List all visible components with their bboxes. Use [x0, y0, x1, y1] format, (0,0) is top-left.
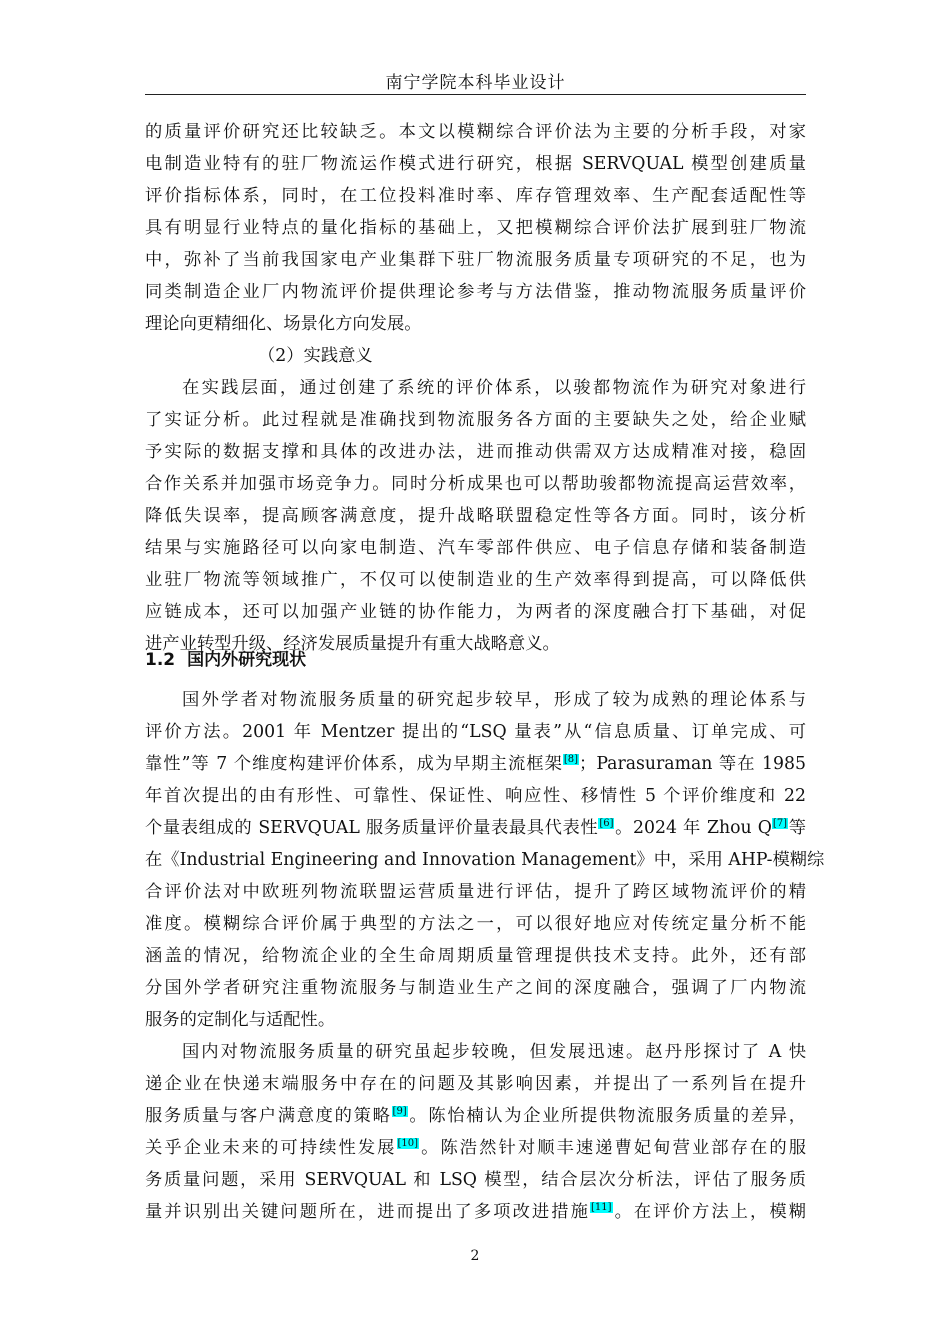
text-line: [145, 282, 806, 302]
text-segment: 进产业转型升级、经济发展质量提升有重大战略意义。: [145, 634, 560, 654]
text-segment: 在实践层面，通过创建了系统的评价体系，以骏都物流作为研究对象进行: [182, 378, 806, 398]
text-segment: 服务质量与客户满意度的策略: [145, 1106, 392, 1126]
text-segment: ；Parasuraman 等在 1985: [579, 754, 806, 774]
text-segment: 中，弥补了当前我国家电产业集群下驻厂物流服务质量专项研究的不足，也为: [145, 250, 806, 270]
section-title: 国内外研究现状: [187, 650, 307, 670]
text-line: [145, 754, 806, 774]
text-segment: 量并识别出关键问题所在，进而提出了多项改进措施: [145, 1202, 590, 1222]
text-line: [145, 186, 806, 206]
page-header-title: 南宁学院本科毕业设计: [385, 73, 566, 93]
text-segment: 具有明显行业特点的量化指标的基础上，又把模糊综合评价法扩展到驻厂物流: [145, 218, 806, 238]
section-heading: [145, 650, 306, 670]
text-segment: 业驻厂物流等领域推广，不仅可以使制造业的生产效率得到提高，可以降低供: [145, 570, 806, 590]
text-line: [145, 1042, 806, 1062]
text-segment: 。陈怡楠认为企业所提供物流服务质量的差异，: [407, 1106, 806, 1126]
page-number: 2: [470, 1248, 480, 1264]
text-segment: 予实际的数据支撑和具体的改进办法，进而推动供需双方达成精准对接，稳固: [145, 442, 806, 462]
citation-marker[interactable]: [10]: [397, 1138, 419, 1150]
text-line: [145, 410, 806, 430]
citation-marker[interactable]: [9]: [392, 1106, 407, 1118]
text-line: [145, 474, 806, 494]
text-line: [145, 250, 806, 270]
text-line: [145, 818, 806, 838]
text-line: [145, 506, 806, 526]
text-line: [145, 914, 806, 934]
text-line: [145, 122, 806, 142]
text-line: [145, 602, 806, 622]
text-segment: 理论向更精细化、场景化方向发展。: [145, 314, 422, 334]
text-segment: 。在评价方法上，模糊: [612, 1202, 806, 1222]
text-line: [145, 786, 806, 806]
citation-marker[interactable]: [8]: [563, 754, 579, 766]
text-line: [145, 1138, 806, 1158]
text-segment: 务质量问题，采用 SERVQUAL 和 LSQ 模型，结合层次分析法，评估了服务质: [145, 1170, 806, 1190]
text-line: [145, 154, 806, 174]
text-segment: 降低失误率，提高顾客满意度，提升战略联盟稳定性等各方面。同时，该分析: [145, 506, 806, 526]
text-segment: 电制造业特有的驻厂物流运作模式进行研究，根据 SERVQUAL 模型创建质量: [145, 154, 806, 174]
text-segment: 。陈浩然针对顺丰速递曹妃甸营业部存在的服: [419, 1138, 806, 1158]
text-segment: 递企业在快递末端服务中存在的问题及其影响因素，并提出了一系列旨在提升: [145, 1074, 806, 1094]
text-segment: 个量表组成的 SERVQUAL 服务质量评价量表最具代表性: [145, 818, 599, 838]
text-segment: 分国外学者研究注重物流服务与制造业生产之间的深度融合，强调了厂内物流: [145, 978, 806, 998]
text-line: [145, 1202, 806, 1222]
text-line: [145, 850, 825, 870]
text-segment: 评价方法。2001 年 Mentzer 提出的“LSQ 量表”从“信息质量、订单完成、可: [145, 722, 806, 742]
text-segment: （2）实践意义: [258, 346, 373, 366]
text-segment: 涵盖的情况，给物流企业的全生命周期质量管理提供技术支持。此外，还有部: [145, 946, 806, 966]
text-segment: 了实证分析。此过程就是准确找到物流服务各方面的主要缺失之处，给企业赋: [145, 410, 806, 430]
text-segment: 国外学者对物流服务质量的研究起步较早，形成了较为成熟的理论体系与: [182, 690, 806, 710]
text-line: [145, 1170, 806, 1190]
text-line: [145, 978, 806, 998]
text-line: [145, 570, 806, 590]
text-line: [145, 690, 806, 710]
text-line: [145, 1074, 806, 1094]
text-line: [145, 722, 806, 742]
text-line: [145, 1010, 806, 1030]
text-segment: 的质量评价研究还比较缺乏。本文以模糊综合评价法为主要的分析手段，对家: [145, 122, 806, 142]
text-segment: 服务的定制化与适配性。: [145, 1010, 336, 1030]
text-line: [145, 314, 806, 334]
header-rule: [145, 94, 806, 95]
text-segment: 年首次提出的由有形性、可靠性、保证性、响应性、移情性 5 个评价维度和 22: [145, 786, 806, 806]
text-line: [145, 1106, 806, 1126]
text-segment: 结果与实施路径可以向家电制造、汽车零部件供应、电子信息存储和装备制造: [145, 538, 806, 558]
citation-marker[interactable]: [6]: [599, 818, 614, 830]
text-line: [145, 946, 806, 966]
text-line: [145, 538, 806, 558]
text-segment: 。2024 年 Zhou Q: [614, 818, 772, 838]
text-segment: 应链成本，还可以加强产业链的协作能力，为两者的深度融合打下基础，对促: [145, 602, 806, 622]
text-segment: 国内对物流服务质量的研究虽起步较晚，但发展迅速。赵丹彤探讨了 A 快: [182, 1042, 806, 1062]
text-segment: 合评价法对中欧班列物流联盟运营质量进行评估，提升了跨区域物流评价的精: [145, 882, 806, 902]
text-segment: 关乎企业未来的可持续性发展: [145, 1138, 397, 1158]
text-segment: 在《Industrial Engineering and Innovation Management》中，采用 AHP-模糊综: [145, 850, 825, 870]
citation-marker[interactable]: [11]: [590, 1202, 612, 1214]
text-line: [145, 218, 806, 238]
text-segment: 等: [788, 818, 806, 838]
text-segment: 准度。模糊综合评价属于典型的方法之一，可以很好地应对传统定量分析不能: [145, 914, 806, 934]
text-line: [145, 442, 806, 462]
text-segment: 合作关系并加强市场竞争力。同时分析成果也可以帮助骏都物流提高运营效率，: [145, 474, 806, 494]
section-number: 1.2: [145, 650, 176, 670]
text-line: [145, 882, 806, 902]
text-segment: 靠性”等 7 个维度构建评价体系，成为早期主流框架: [145, 754, 563, 774]
text-segment: 同类制造企业厂内物流评价提供理论参考与方法借鉴，推动物流服务质量评价: [145, 282, 806, 302]
text-line: [145, 378, 806, 398]
text-segment: 评价指标体系，同时，在工位投料准时率、库存管理效率、生产配套适配性等: [145, 186, 806, 206]
subheading: [258, 346, 373, 366]
citation-marker[interactable]: [7]: [772, 818, 788, 830]
